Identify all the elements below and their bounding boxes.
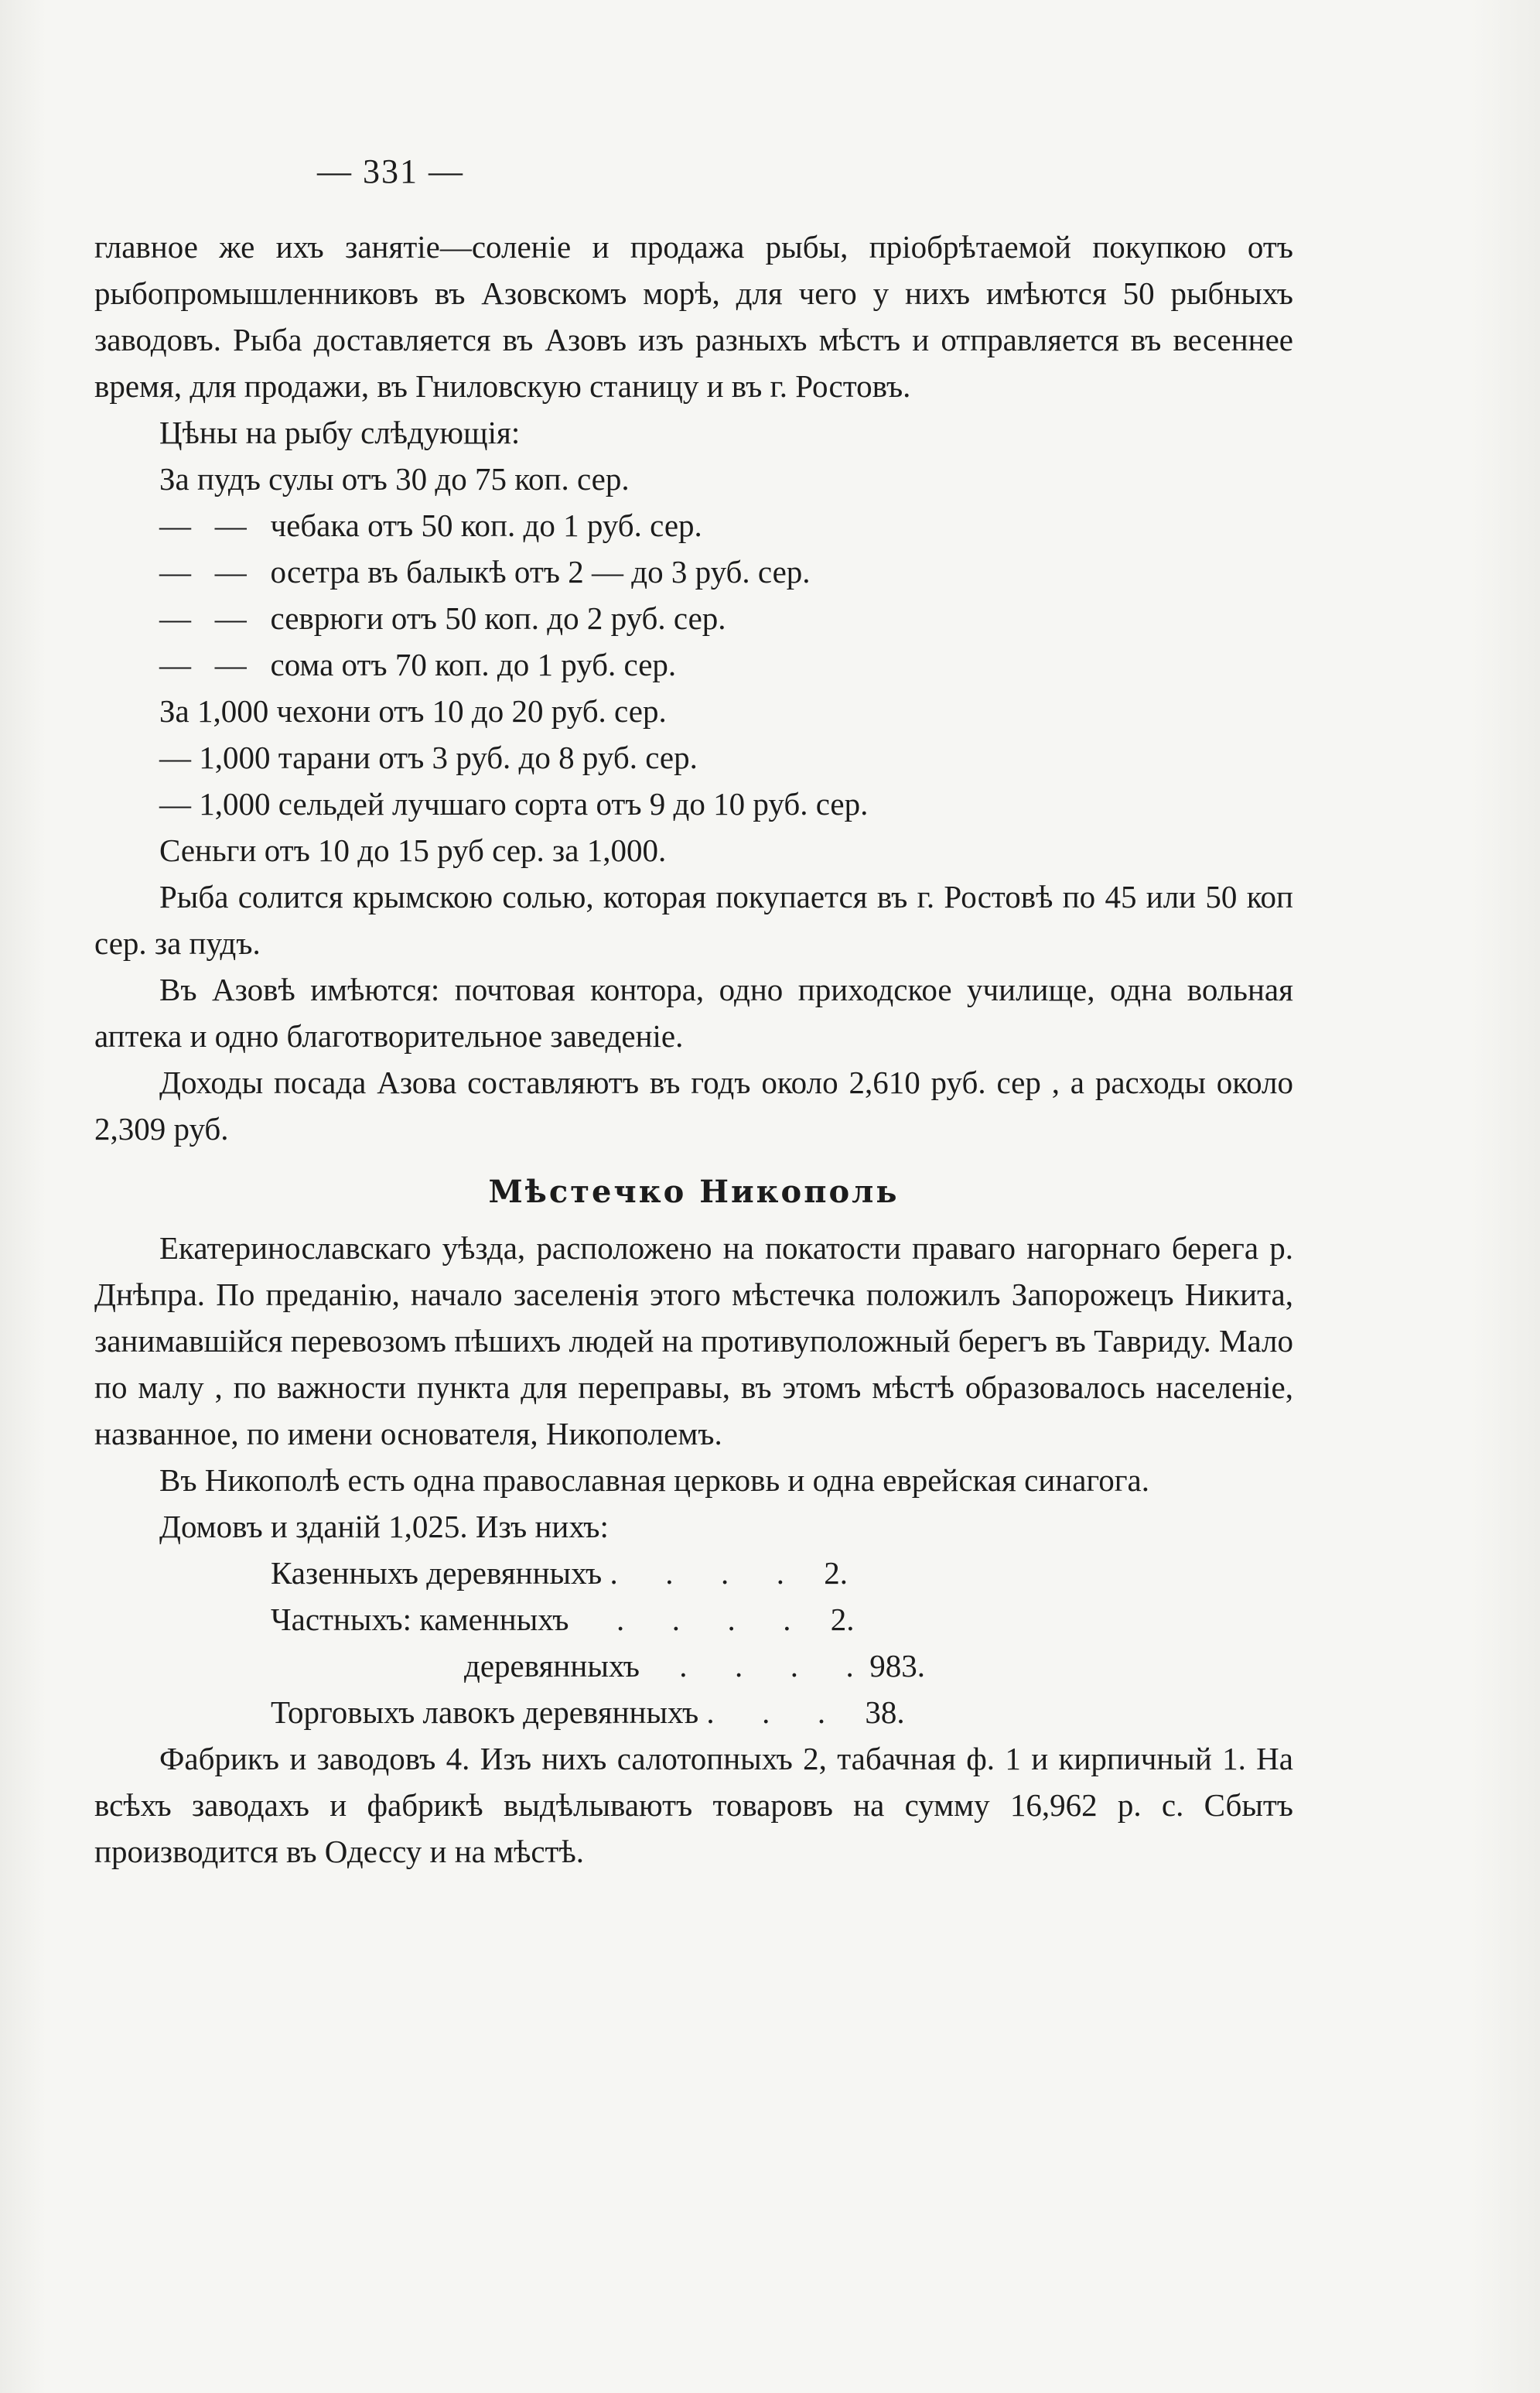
houses-row (94, 1550, 1293, 1596)
price-list (94, 456, 1293, 873)
prices-intro: Цѣны на рыбу слѣдующія: (159, 415, 521, 450)
leader-dots: . . . . (640, 1648, 870, 1684)
houses-value: 38. (865, 1694, 905, 1730)
houses-label: Частныхъ: каменныхъ (271, 1602, 569, 1637)
price-line: — 1,000 сельдей лучшаго сорта отъ 9 до 10 руб. сер. (159, 786, 869, 822)
houses-table (94, 1550, 1293, 1735)
leader-dots: . . . . (569, 1602, 831, 1637)
paragraph-nikopol-history: Екатеринославскаго уѣзда, расположено на покатости праваго нагорнаго берега р. Днѣпра. По преданію, начало заселенія этого мѣстечка положилъ Запорожецъ Никита, занимавшійся перевозомъ пѣшихъ людей на противуположный берегъ въ Тавриду. Мало по малу , по важности пункта для переправы, въ этомъ мѣстѣ образовалось населеніе, названное, по имени основателя, Никополемъ. (94, 1230, 1293, 1451)
page-number: — 331 — (317, 152, 464, 190)
paragraph-azov-income: Доходы посада Азова составляютъ въ годъ около 2,610 руб. сер , а расходы около 2,309 руб. (94, 1065, 1293, 1147)
page-text (94, 224, 1293, 1875)
price-line: За пудъ сулы отъ 30 до 75 коп. сер. (159, 461, 630, 497)
houses-value: 2. (824, 1555, 848, 1591)
paragraph-fish-trade: главное же ихъ занятіе—соленіе и продажа рыбы, пріобрѣтаемой покупкою отъ рыбопромышленниковъ въ Азовскомъ морѣ, для чего у нихъ имѣются 50 рыбныхъ заводовъ. Рыба доставляется въ Азовъ изъ разныхъ мѣстъ и отправляется въ весеннее время, для продажи, въ Гниловскую станицу и въ г. Ростовъ. (94, 229, 1293, 404)
price-line: — — чебака отъ 50 коп. до 1 руб. сер. (159, 508, 702, 543)
leader-dots: . . . . (602, 1555, 825, 1591)
paragraph-azov-institutions: Въ Азовѣ имѣются: почтовая контора, одно приходское училище, одна вольная аптека и одно благотворительное заведеніе. (94, 972, 1293, 1054)
paragraph-salt: Рыба солится крымскою солью, которая покупается въ г. Ростовѣ по 45 или 50 коп сер. за пудъ. (94, 879, 1293, 961)
price-line: — 1,000 тарани отъ 3 руб. до 8 руб. сер. (159, 740, 698, 775)
houses-label: деревянныхъ (464, 1648, 640, 1684)
houses-value: 2. (830, 1602, 855, 1637)
price-line: За 1,000 чехони отъ 10 до 20 руб. сер. (159, 693, 667, 729)
leader-dots: . . . (698, 1694, 866, 1730)
houses-label: Торговыхъ лавокъ деревянныхъ (271, 1694, 699, 1730)
houses-row (94, 1596, 1293, 1643)
paragraph-factories: Фабрикъ и заводовъ 4. Изъ нихъ салотопныхъ 2, табачная ф. 1 и кирпичный 1. На всѣхъ заводахъ и фабрикѣ выдѣлываютъ товаровъ на сумму 16,962 р. с. Сбытъ производится въ Одессу и на мѣстѣ. (94, 1741, 1293, 1869)
price-line: — — севрюги отъ 50 коп. до 2 руб. сер. (159, 600, 726, 636)
price-line: — — осетра въ балыкѣ отъ 2 — до 3 руб. сер. (159, 554, 811, 590)
section-heading: Мѣстечко Никополь (488, 1174, 900, 1210)
houses-value: 983. (869, 1648, 926, 1684)
paragraph-nikopol-churches: Въ Никополѣ есть одна православная церковь и одна еврейская синагога. (159, 1462, 1149, 1498)
price-line: Сеньги отъ 10 до 15 руб сер. за 1,000. (159, 832, 667, 868)
houses-row (94, 1689, 1293, 1735)
houses-intro: Домовъ и зданій 1,025. Изъ нихъ: (159, 1509, 609, 1544)
houses-row (94, 1643, 1293, 1689)
houses-label: Казенныхъ деревянныхъ (271, 1555, 603, 1591)
price-line: — — сома отъ 70 коп. до 1 руб. сер. (159, 647, 677, 682)
